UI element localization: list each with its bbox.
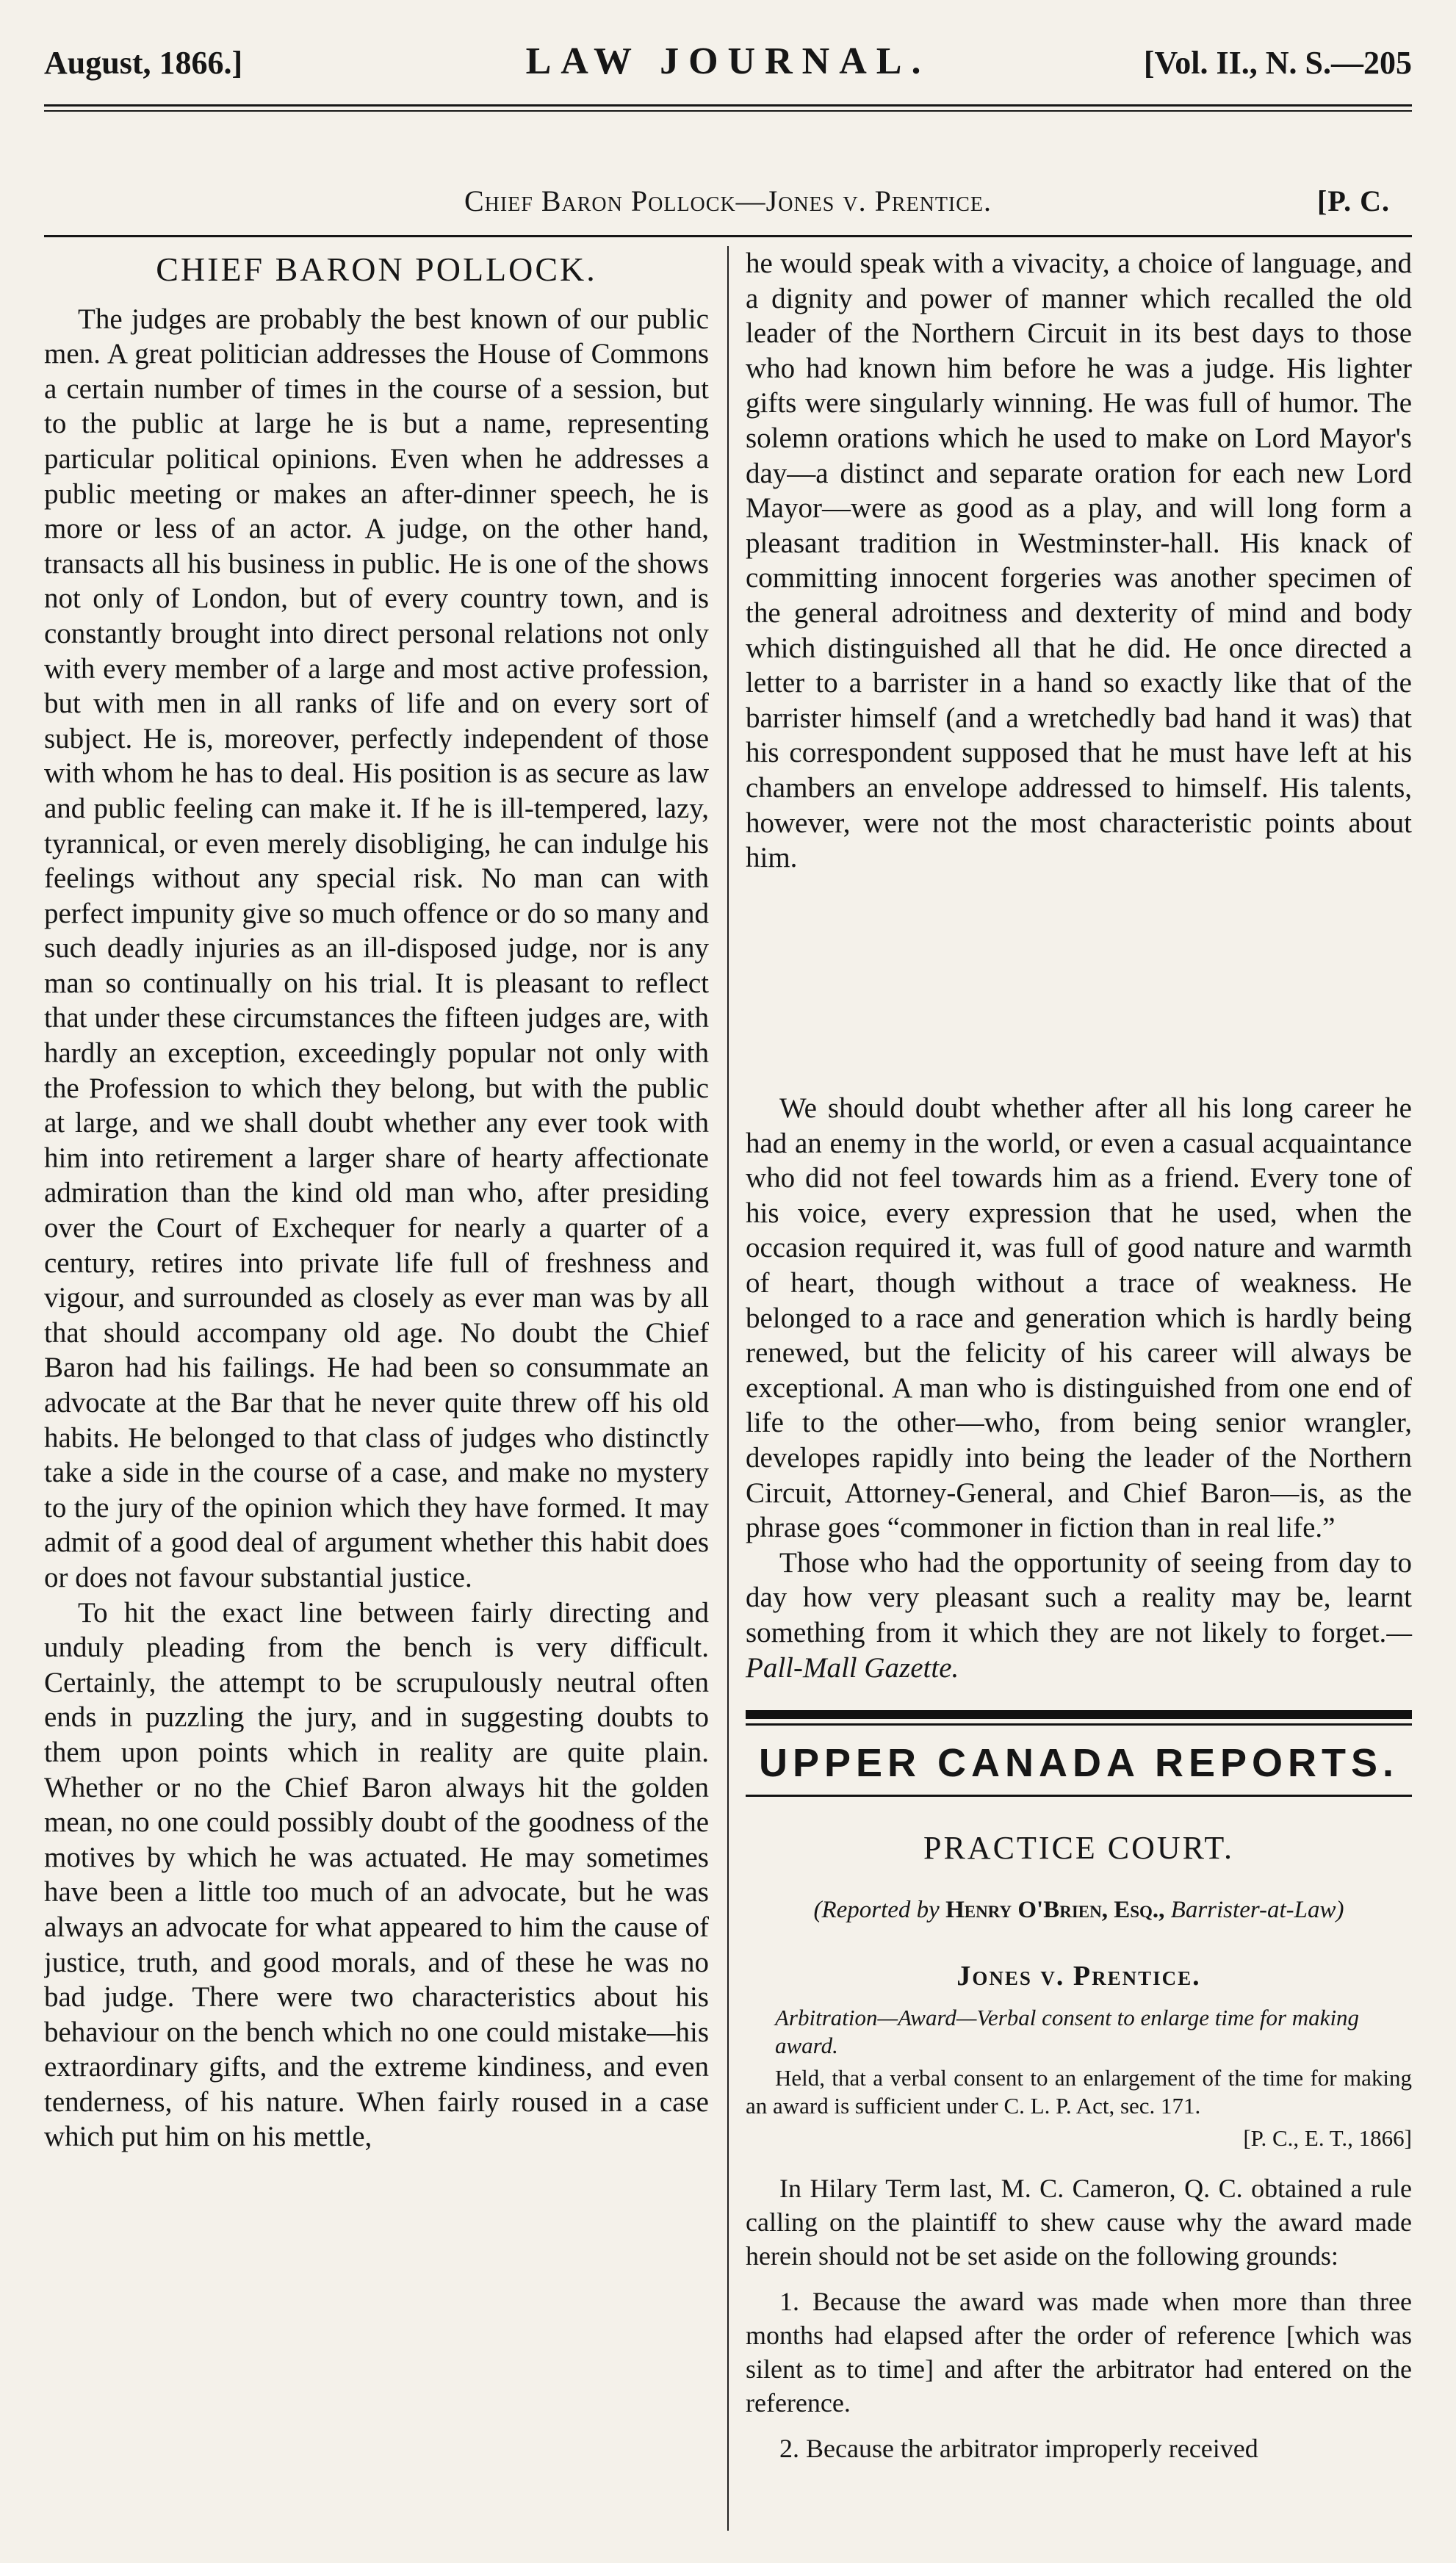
- thin-rule: [746, 1723, 1412, 1726]
- report-paragraph: In Hilary Term last, M. C. Cameron, Q. C. obtained a rule calling on the plaintiff to shew cause why the award made herein should not be set aside on the following grounds:: [746, 2174, 1412, 2271]
- reports-rule: [746, 1795, 1412, 1797]
- headnote-held: Held, that a verbal consent to an enlargement of the time for making an award is sufficient under C. L. P. Act, sec. 171.: [746, 2065, 1412, 2119]
- article-title: CHIEF BARON POLLOCK.: [156, 250, 597, 288]
- reporter-line: [746, 1893, 1412, 1928]
- journal-page: [44, 37, 1412, 2534]
- reporter-suffix: Barrister-at-Law): [1164, 1897, 1344, 1924]
- case-name: Jones v. Prentice.: [956, 1960, 1201, 1991]
- article-source: —Pall-Mall Gazette.: [746, 1616, 1412, 1684]
- header-rule: [44, 104, 1412, 107]
- left-column: [44, 246, 709, 2155]
- running-header: [44, 37, 1412, 95]
- report-body: [746, 2171, 1412, 2465]
- case-header-rule: [44, 235, 1412, 237]
- column-divider: [727, 246, 729, 2531]
- article-continuation: [746, 246, 1412, 1091]
- headnote-citation: [P. C., E. T., 1866]: [1243, 2125, 1412, 2152]
- case-header-section: [P. C.: [1317, 184, 1390, 217]
- report-paragraph: 1. Because the award was made when more than three months had elapsed after the order of reference [which was silent as to time] and after the arbitrator had entered on the reference.: [746, 2287, 1412, 2418]
- case-header-title: Chief Baron Pollock—Jones v. Prentice.: [464, 184, 992, 217]
- reporter-prefix: (Reported by: [813, 1897, 946, 1924]
- article-last-text: Those who had the opportunity of seeing from day to day how very pleasant such a reality may be, learnt something from it which they are not likely to forget.: [746, 1546, 1412, 1648]
- article-paragraph-continued: he would speak with a vivacity, a choice of language, and a dignity and power of manner which recalled the old leader of the Northern Circuit in its best days to those who had known him before he was a judge. His lighter gifts were singularly winning. He was full of humor. The solemn orations which he used to make on Lord Mayor's day—a distinct and separate oration for each new Lord Mayor—were as good as a play, and will long form a pleasant tradition in Westminster-hall. His knack of committing innocent forgeries was another specimen of the general adroitness and dexterity of mind and body which distinguished all that he did. He once directed a letter to a barrister in a hand so exactly like that of the barrister himself (and a wretchedly bad hand it was) that his correspondent supposed that he must have left at his chambers an envelope addressed to himself. His talents, however, were not the most characteristic points about him.: [746, 248, 1412, 874]
- thick-rule: [746, 1710, 1412, 1719]
- headnote: [746, 2004, 1412, 2152]
- section-rules: [746, 1710, 1412, 1726]
- report-paragraph: 2. Because the arbitrator improperly received: [779, 2434, 1258, 2464]
- article-paragraph-last: [746, 1546, 1412, 1685]
- issue-date: August, 1866.]: [44, 45, 243, 81]
- article-paragraph: The judges are probably the best known of our public men. A great politician addresses the House of Commons a certain number of times in the course of a session, but to the public at large he is but a name, representing particular political opinions. Even when he addresses a public meeting or makes an after-dinner speech, he is more or less of an actor. A judge, on the other hand, transacts all his business in public. He is one of the shows not only of London, but of every country town, and is constantly brought into direct personal relations not only with every member of a large and most active profession, but with men in all ranks of life and on every sort of subject. He is, moreover, perfectly independent of those with whom he has to deal. His position is as secure as law and public feeling can make it. If he is ill-tempered, lazy, tyrannical, or even merely disobliging, he can indulge his feelings without any special risk. No man can with perfect impunity give so much offence or do so many and such deadly injuries as an ill-disposed judge, nor is any man so continually on his trial. It is pleasant to reflect that under these circumstances the fifteen judges are, with hardly an exception, exceedingly popular not only with the Profession to which they belong, but with the public at large, and we shall doubt whether any ever took with him into retirement a larger share of hearty affectionate admiration than the kind old man who, after presiding over the Court of Exchequer for nearly a quarter of a century, retires into private life full of freshness and vigour, and surrounded as closely as ever man was by all that should accompany old age. No doubt the Chief Baron had his failings. He had been so consummate an advocate at the Bar that he never quite threw off his old habits. He belonged to that class of judges who distinctly take a side in the course of a case, and make no mystery to the jury of the opinion which they have formed. It may admit of a good deal of argument whether this habit does or does not favour substantial justice.: [44, 303, 709, 1593]
- journal-title: LAW JOURNAL.: [525, 40, 931, 82]
- reporter-name: Henry O'Brien, Esq.,: [945, 1897, 1165, 1924]
- court-title: PRACTICE COURT.: [923, 1829, 1234, 1866]
- header-rule-thin: [44, 110, 1412, 112]
- article-paragraph: We should doubt whether after all his long career he had an enemy in the world, or even a casual acquaintance who did not feel towards him as a friend. Every tone of his voice, every expression that he used, when the occasion required it, was full of good nature and warmth of heart, though without a trace of weakness. He belonged to a race and generation which is hardly being renewed, but the felicity of his career will always be exceptional. A man who is distinguished from one end of life to the other—who, from being senior wrangler, developes rapidly into being the leader of the Northern Circuit, Attorney-General, and Chief Baron—is, as the phrase goes “commoner in fiction than in real life.”: [746, 1092, 1412, 1544]
- reports-title: UPPER CANADA REPORTS.: [758, 1741, 1399, 1786]
- headnote-catchline: Arbitration—Award—Verbal consent to enlarge time for making award.: [775, 2005, 1360, 2059]
- volume-page-number: [Vol. II., N. S.—205: [1143, 45, 1412, 81]
- right-column: [746, 246, 1412, 2477]
- case-header: [44, 184, 1412, 228]
- article-paragraph: To hit the exact line between fairly directing and unduly pleading from the bench is very difficult. Certainly, the attempt to be scrupulously neutral often ends in puzzling the jury, and in suggesting doubts to them upon points which in reality are quite plain. Whether or no the Chief Baron always hit the golden mean, no one could possibly doubt of the goodness of the motives by which he was actuated. He may sometimes have been a little too much of an advocate, but he was always an advocate for what appeared to him the cause of justice, truth, and good morals, and of these he was no bad judge. There were two characteristics about his behaviour on the bench which no one could mistake—his extraordinary gifts, and the extreme kindiness, and even tenderness, of his nature. When fairly roused in a case which put him on his mettle,: [44, 1596, 709, 2153]
